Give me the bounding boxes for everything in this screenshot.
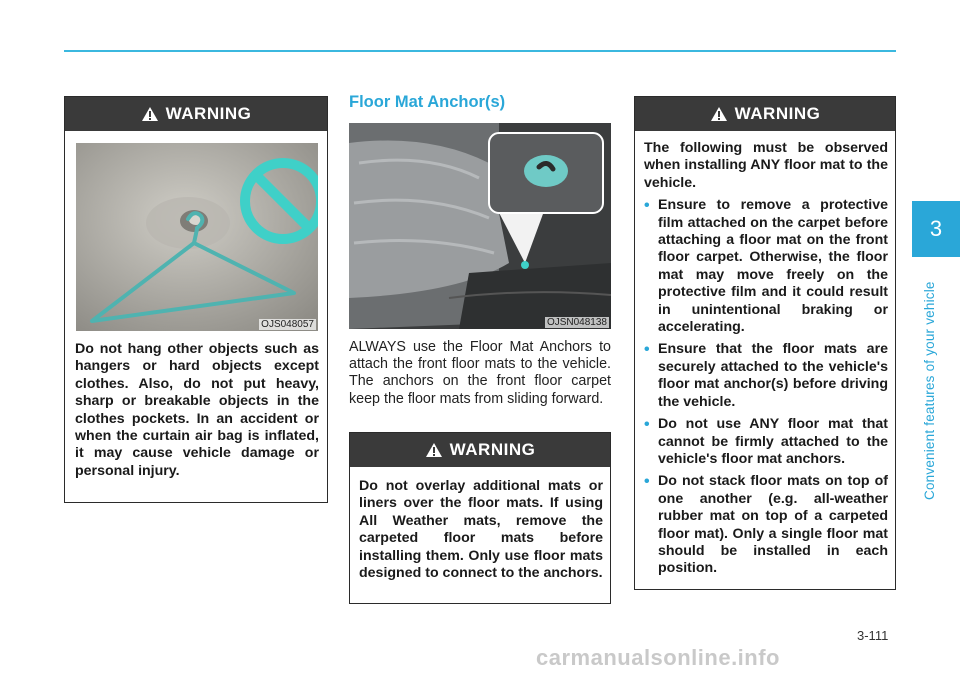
chapter-tab: 3 bbox=[912, 201, 960, 257]
section-title: Floor Mat Anchor(s) bbox=[349, 93, 506, 111]
list-item: • Ensure to remove a protective film attached on the carpet before attaching a floor mat on the front floor carpet. Otherwise, the floor mat may move freely on the protective film and it could result in unintentional braking or accelerating. bbox=[644, 197, 888, 336]
warning-intro: The following must be observed when installing ANY floor mat to the vehicle. bbox=[644, 140, 888, 191]
warning-content bbox=[644, 140, 888, 583]
top-rule bbox=[64, 50, 896, 52]
page-number: 3-111 bbox=[857, 628, 889, 643]
warning-triangle-icon bbox=[425, 442, 443, 458]
image-code: OJSN048138 bbox=[546, 317, 607, 328]
bullet-icon: • bbox=[644, 416, 650, 434]
warning-bullet-list bbox=[644, 197, 888, 578]
bullet-icon: • bbox=[644, 341, 650, 359]
warning-box-installing-mats bbox=[634, 96, 896, 590]
warning-header bbox=[65, 97, 327, 131]
warning-header bbox=[635, 97, 895, 131]
warning-text: Do not hang other objects such as hangers or hard objects except clothes. Also, do not put heavy, sharp or breakable objects in the clothes pockets. In an accident or when the curtain air bag is inflated, it may cause vehicle damage or personal injury. bbox=[75, 341, 319, 479]
warning-triangle-icon bbox=[141, 106, 159, 122]
warning-box-overlay-mats bbox=[349, 432, 611, 604]
list-item: • Do not stack floor mats on top of one another (e.g. all-weather rubber mat on top of a carpeted floor mat). Only a single floor mat should be installed in each position. bbox=[644, 473, 888, 577]
warning-title: WARNING bbox=[449, 440, 536, 459]
warning-title: WARNING bbox=[734, 104, 821, 123]
warning-box-hanger bbox=[64, 96, 328, 503]
section-paragraph: ALWAYS use the Floor Mat Anchors to attach the front floor mats to the vehicle. The anchors on the front floor carpet keep the floor mats from sliding forward. bbox=[349, 339, 611, 407]
watermark: carmanualsonline.info bbox=[536, 645, 780, 670]
bullet-icon: • bbox=[644, 473, 650, 491]
list-item: • Ensure that the floor mats are securely attached to the vehicle's floor mat anchor(s) before driving the vehicle. bbox=[644, 341, 888, 410]
chapter-title: Convenient features of your vehicle bbox=[922, 281, 937, 500]
bullet-icon: • bbox=[644, 197, 650, 215]
warning-text: Do not overlay additional mats or liners over the floor mats. If using All Weather mats, remove the carpeted floor mats before installing them. Only use floor mats designed to connect to the anchors. bbox=[359, 478, 603, 582]
hanger-illustration bbox=[76, 143, 318, 331]
list-item: • Do not use ANY floor mat that cannot be firmly attached to the vehicle's floor mat anchors. bbox=[644, 416, 888, 467]
warning-title: WARNING bbox=[165, 104, 252, 123]
floor-mat-anchor-illustration bbox=[349, 123, 611, 329]
warning-header bbox=[350, 433, 610, 467]
warning-triangle-icon bbox=[710, 106, 728, 122]
image-code: OJS048057 bbox=[261, 319, 314, 330]
